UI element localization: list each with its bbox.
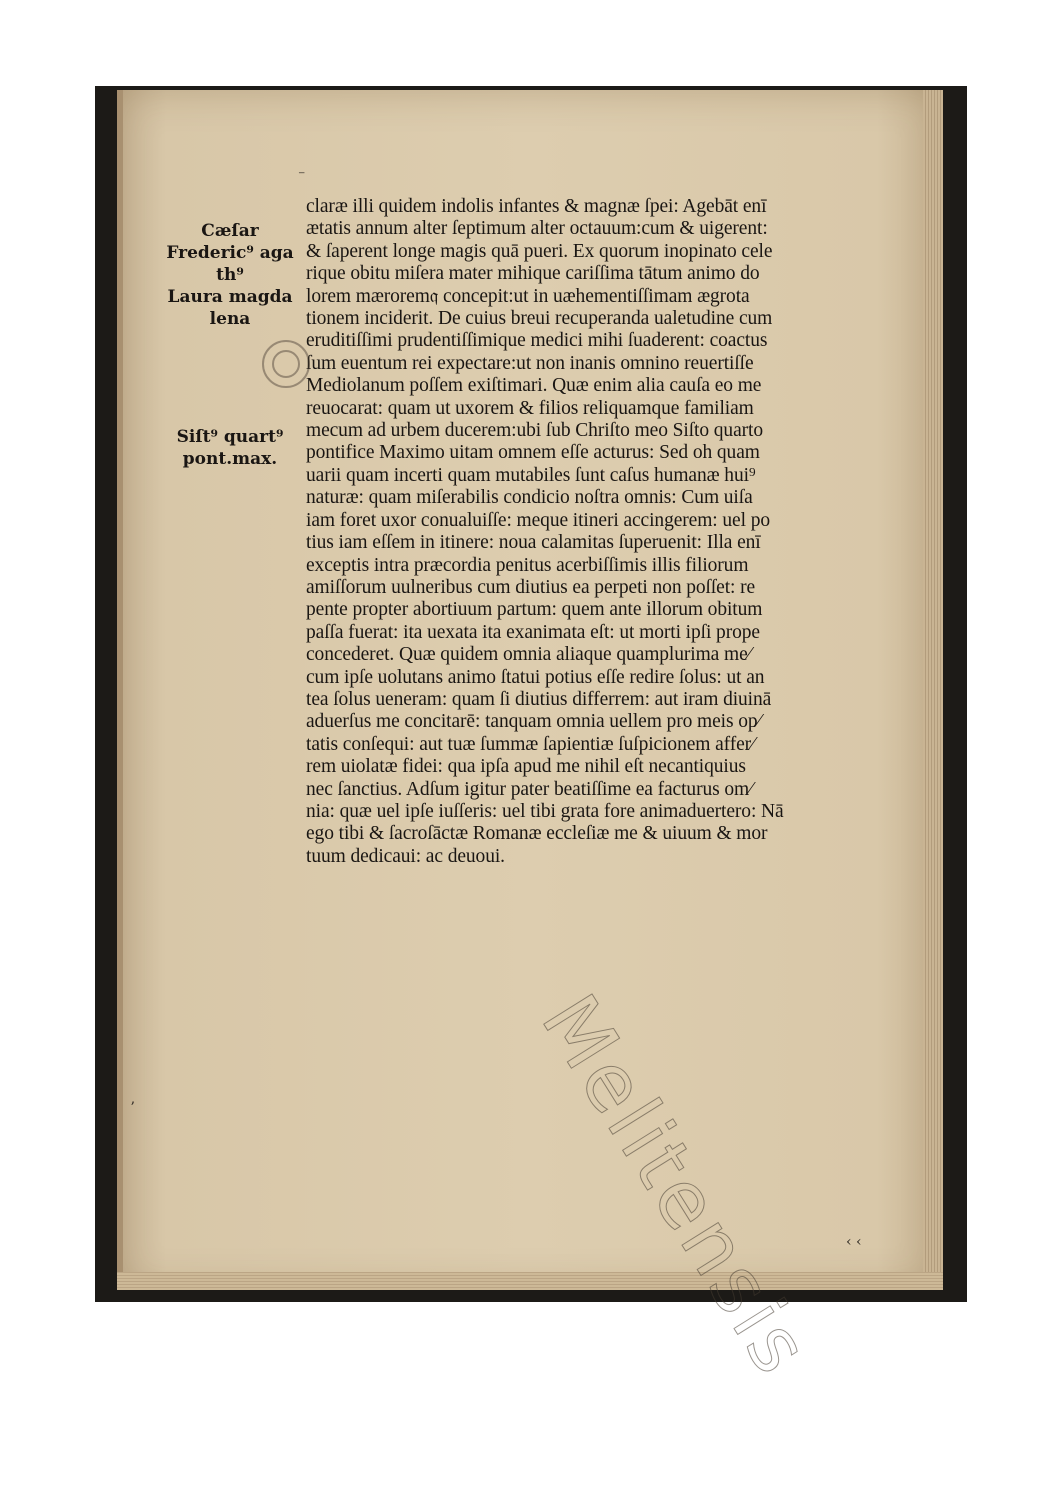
ink-speck: ʼ [130, 1100, 135, 1116]
text-line: aduerſus me concitarē: tanquam omnia uellem pro meis op⁄ [306, 711, 761, 733]
marginal-note-line: Cæſar [201, 221, 259, 241]
text-line: & ſaperent longe magis quā pueri. Ex quorum inopinato cele [306, 240, 773, 262]
page-binding-edge [117, 90, 123, 1290]
text-line: pente propter abortiuum partum: quem ante illorum obitum [306, 599, 763, 621]
text-line: nec ſanctius. Adſum igitur pater beatiſſime ea facturus om⁄ [306, 778, 753, 800]
main-text-block [306, 196, 896, 868]
text-line: reuocarat: quam ut uxorem & filios reliquamque familiam [306, 397, 754, 419]
marginal-note-line: pont.max. [182, 449, 278, 469]
text-line: cum ipſe uolutans animo ſtatui potius eſſe redire ſolus: ut an [306, 666, 765, 688]
text-line: tionem inciderit. De cuius breui recuperanda ualetudine cum [306, 308, 773, 330]
marginal-note-line: Siſt⁹ quart⁹ [176, 427, 284, 447]
text-line: tatis conſequi: aut tuæ ſummæ ſapientiæ ſuſpicionem affer⁄ [306, 733, 755, 755]
text-line: iam foret uxor conualuiſſe: meque itineri accingerem: uel po [306, 509, 770, 531]
ink-speck: ⁻ [298, 168, 306, 184]
marginal-note-pope [160, 426, 300, 470]
text-line: ætatis annum alter ſeptimum alter octauum:cum & uigerent: [306, 218, 768, 240]
text-line: uarii quam incerti quam mutabiles ſunt caſus humanæ hui⁹ [306, 464, 756, 486]
text-line: tea ſolus ueneram: quam ſi diutius differrem: aut iram diuinā [306, 688, 772, 710]
page-bottom-edge [117, 1272, 943, 1290]
text-line: ego tibi & ſacroſāctæ Romanæ eccleſiæ me & uiuum & mor [306, 823, 768, 845]
text-line: mecum ad urbem ducerem:ubi ſub Chriſto meo Siſto quarto [306, 420, 763, 442]
ink-speck: ‹ ‹ [846, 1234, 862, 1250]
text-line: concederet. Quæ quidem omnia aliaque quamplurima me⁄ [306, 644, 751, 666]
text-line: paſſa fuerat: ita uexata ita exanimata eſt: ut morti ipſi prope [306, 621, 760, 643]
marginal-note-line: th⁹ [216, 265, 244, 285]
text-line: pontifice Maximo uitam omnem eſſe acturus: Sed oh quam [306, 442, 760, 464]
text-line: naturæ: quam miſerabilis condicio noſtra omnis: Cum uiſa [306, 487, 753, 509]
text-line: amiſſorum uulneribus cum diutius ea perpeti non poſſet: re [306, 576, 756, 598]
text-line: rique obitu miſera mater mihique cariſſima tātum animo do [306, 263, 760, 285]
text-line: lorem mærorem𝔮 concepit:ut in uæhementiſſimam ægrota [306, 285, 750, 307]
text-line: ſum euentum rei expectare:ut non inanis omnino reuertiſſe [306, 352, 754, 374]
text-line: eruditiſſimi prudentiſſimique medici mihi ſuaderent: coactus [306, 330, 768, 352]
text-line: nia: quæ uel ipſe iuſſeris: uel tibi grata fore animaduertero: Nā [306, 800, 784, 822]
marginal-note-names [160, 196, 300, 330]
page-fore-edge [923, 90, 943, 1290]
marginal-note-line: lena [209, 309, 251, 329]
text-line: rem uiolatæ fidei: qua ipſa apud me nihil eſt necantiquius [306, 756, 746, 778]
marginal-note-line: Laura magda [167, 287, 293, 307]
text-line: exceptis intra præcordia penitus acerbiſſimis illis filiorum [306, 554, 749, 576]
text-line: Mediolanum poſſem exiſtimari. Quæ enim alia cauſa eo me [306, 375, 762, 397]
text-line: tius iam eſſem in itinere: noua calamitas ſuperuenit: Illa enī [306, 532, 761, 554]
marginal-note-line: Frederic⁹ aga [166, 243, 294, 263]
watermark-logo [262, 340, 310, 388]
text-line: tuum dedicaui: ac deuoui. [306, 845, 505, 867]
text-line: claræ illi quidem indolis infantes & magnæ ſpei: Agebāt enī [306, 196, 767, 217]
